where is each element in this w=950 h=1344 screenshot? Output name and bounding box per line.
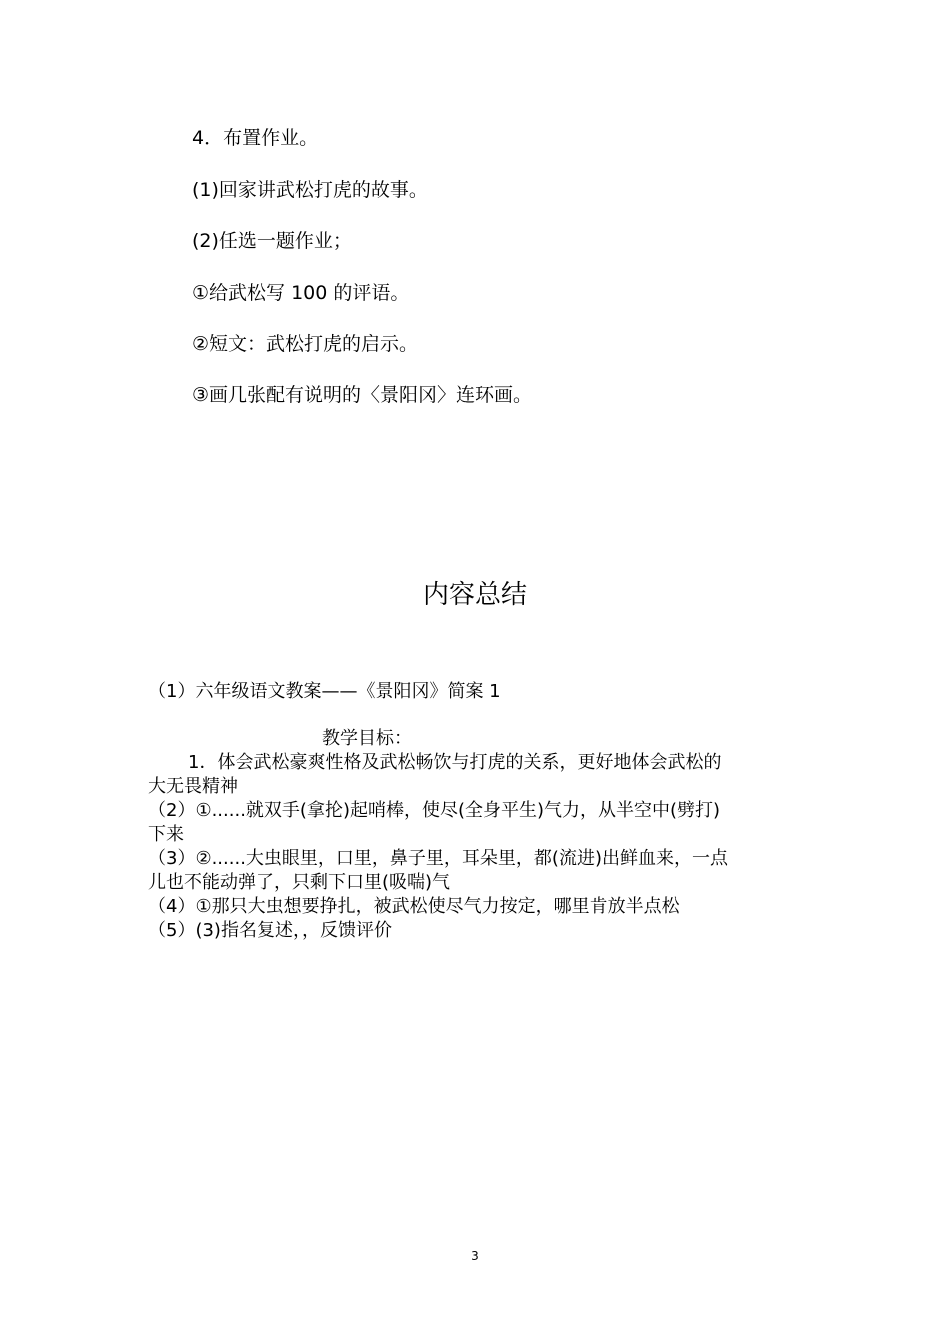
objective-1-line-b: 大无畏精神 [148,776,238,797]
summary-line-2a: （2）①......就双手(拿抡)起哨棒，使尽(全身平生)气力，从半空中(劈打) [148,800,721,821]
summary-line-1: （1）六年级语文教案——《景阳冈》简案 1 [148,681,501,702]
summary-line-3b: 儿也不能动弹了，只剩下口里(吸喘)气 [148,872,451,893]
homework-option-1: ①给武松写 100 的评语。 [192,282,410,304]
summary-title: 内容总结 [422,580,527,610]
homework-option-2: ②短文：武松打虎的启示。 [192,333,419,355]
objective-1-line-a: 1．体会武松豪爽性格及武松畅饮与打虎的关系，更好地体会武松的 [188,752,722,773]
paragraph-spacer [148,704,808,727]
summary-line-4: （4）①那只大虫想要挣扎，被武松使尽气力按定，哪里肯放半点松 [148,896,680,917]
homework-option-3: ③画几张配有说明的〈景阳冈〉连环画。 [192,384,533,406]
summary-line-2b: 下来 [148,824,184,845]
homework-heading: 4．布置作业。 [192,127,319,149]
page-number: 3 [471,1249,479,1263]
summary-line-5: （5）(3)指名复述，，反馈评价 [148,920,392,941]
summary-line-3a: （3）②......大虫眼里，口里，鼻子里，耳朵里，都(流进)出鲜血来，一点 [148,848,728,869]
objectives-label: 教学目标： [322,728,412,749]
summary-block [148,680,808,943]
homework-item-1: (1)回家讲武松打虎的故事。 [192,179,428,201]
homework-item-2: (2)任选一题作业； [192,230,352,252]
